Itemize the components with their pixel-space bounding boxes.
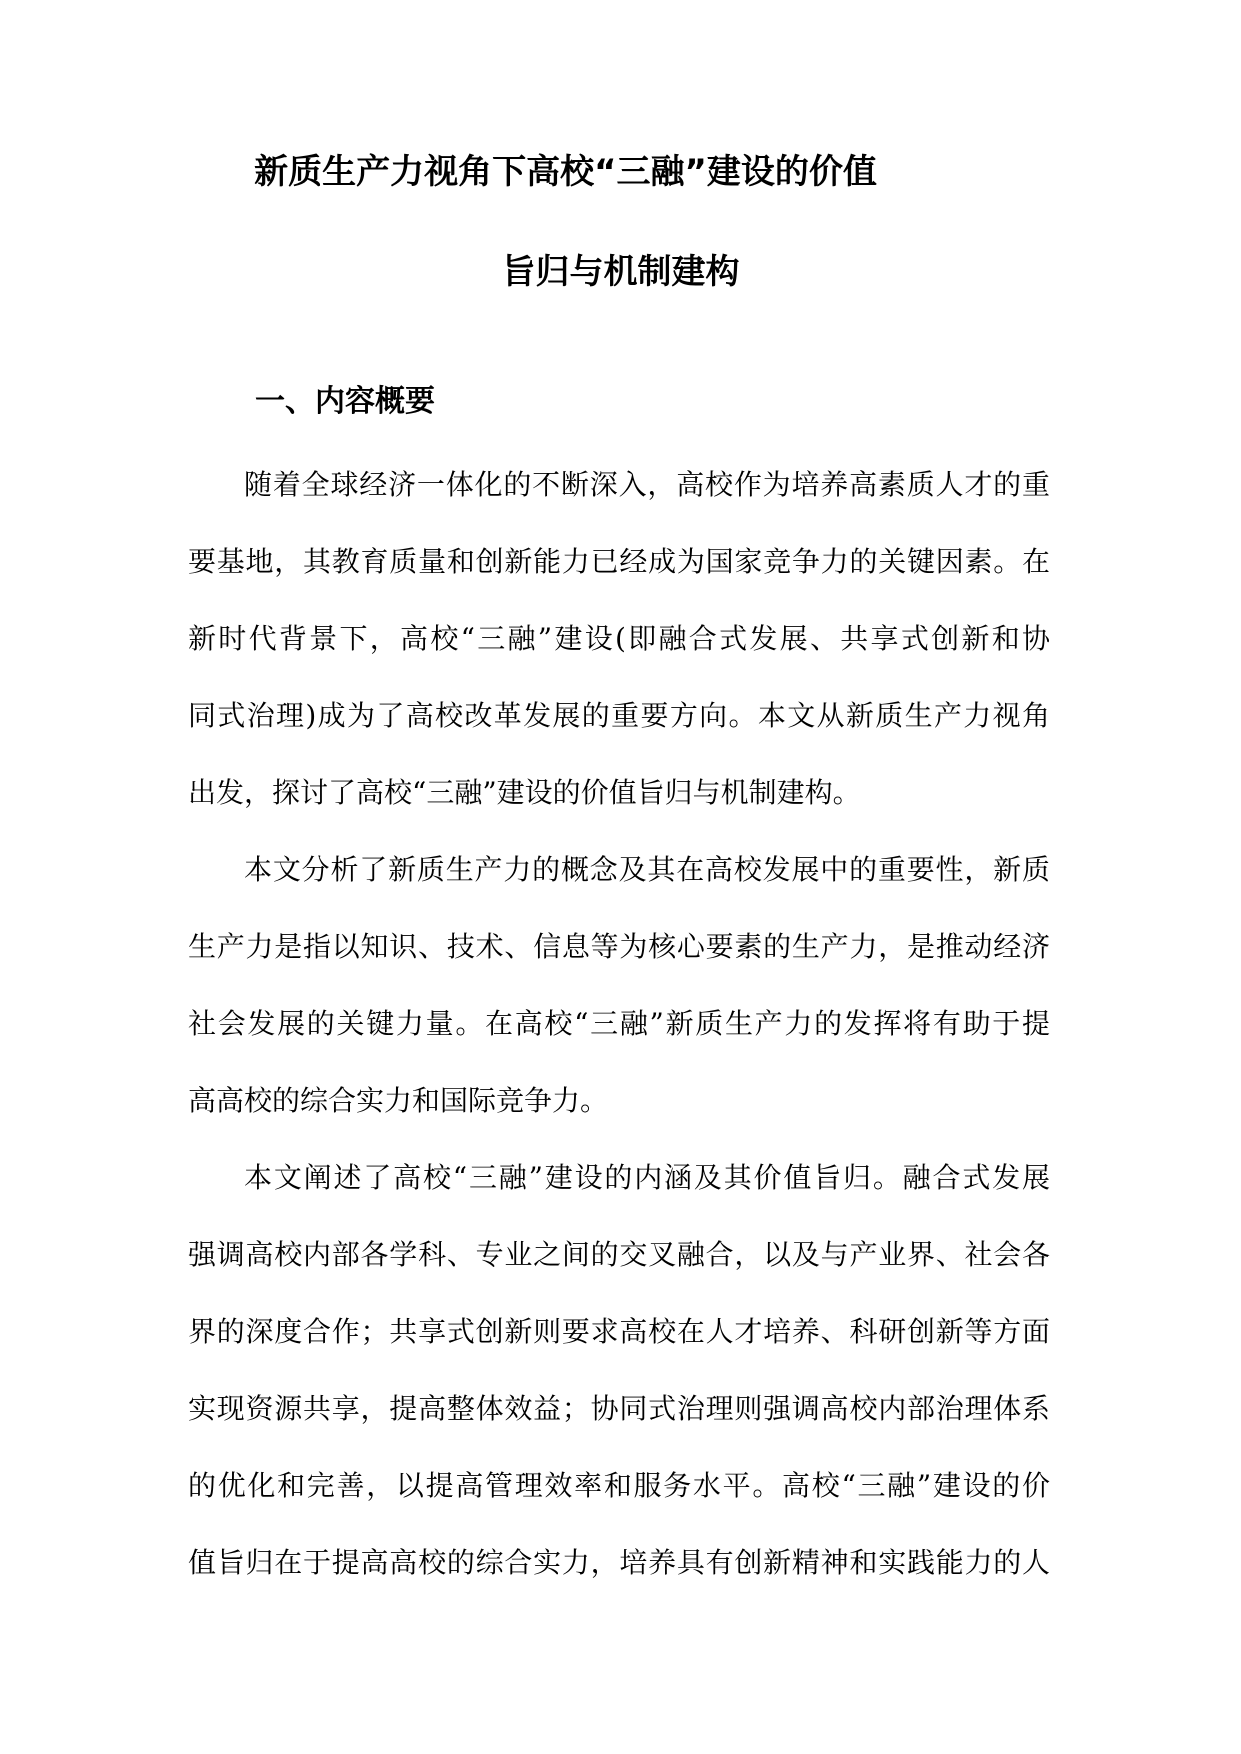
paragraph-line: 实现资源共享，提高整体效益；协同式治理则强调高校内部治理体系	[188, 1392, 1050, 1425]
paragraph-line: 高高校的综合实力和国际竞争力。	[188, 1084, 609, 1117]
paragraph-line: 生产力是指以知识、技术、信息等为核心要素的生产力，是推动经济	[188, 930, 1050, 963]
section-heading: 一、内容概要	[255, 384, 435, 419]
paragraph-line: 随着全球经济一体化的不断深入，高校作为培养高素质人才的重	[244, 468, 1050, 501]
paragraph-line: 要基地，其教育质量和创新能力已经成为国家竞争力的关键因素。在	[188, 545, 1050, 578]
document-title-line-2: 旨归与机制建构	[501, 252, 740, 292]
paragraph-line: 本文阐述了高校“三融”建设的内涵及其价值旨归。融合式发展	[244, 1161, 1050, 1194]
paragraph-line: 的优化和完善，以提高管理效率和服务水平。高校“三融”建设的价	[188, 1469, 1050, 1502]
paragraph-line: 新时代背景下，高校“三融”建设(即融合式发展、共享式创新和协	[188, 622, 1050, 655]
paragraph-line: 社会发展的关键力量。在高校“三融”新质生产力的发挥将有助于提	[188, 1007, 1050, 1040]
paragraph-line: 同式治理)成为了高校改革发展的重要方向。本文从新质生产力视角	[188, 699, 1050, 732]
paragraph-line: 本文分析了新质生产力的概念及其在高校发展中的重要性，新质	[244, 853, 1050, 886]
paragraph-line: 值旨归在于提高高校的综合实力，培养具有创新精神和实践能力的人	[188, 1546, 1050, 1579]
paragraph-line: 出发，探讨了高校“三融”建设的价值旨归与机制建构。	[188, 776, 861, 809]
document-title-line-1: 新质生产力视角下高校“三融”建设的价值	[254, 152, 877, 192]
paragraph-line: 界的深度合作；共享式创新则要求高校在人才培养、科研创新等方面	[188, 1315, 1050, 1348]
paragraph-line: 强调高校内部各学科、专业之间的交叉融合，以及与产业界、社会各	[188, 1238, 1050, 1271]
